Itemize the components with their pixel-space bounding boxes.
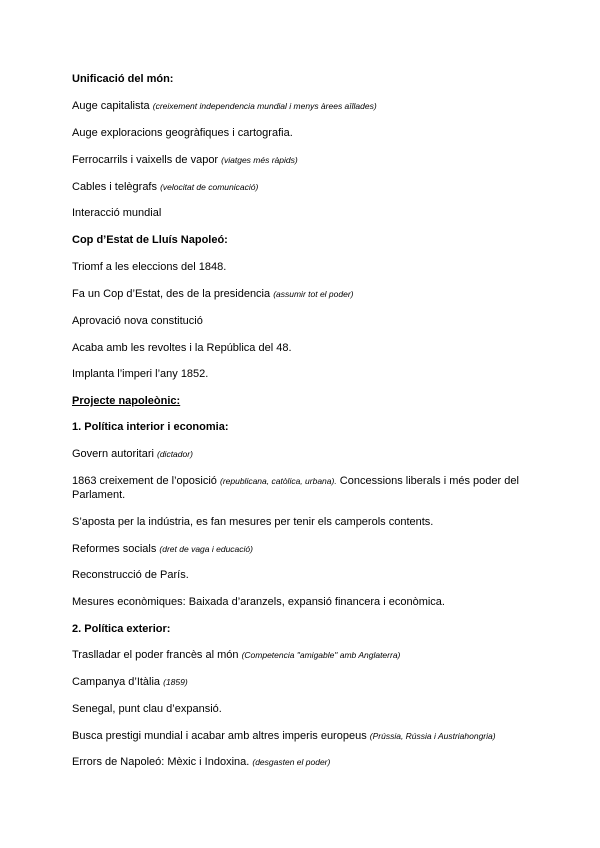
subheading-politica-exterior: 2. Política exterior: (72, 623, 171, 635)
subheading-politica-interior: 1. Política interior i economia: (72, 421, 229, 433)
item-text: Reformes socials (72, 543, 157, 555)
item-text: S’aposta per la indústria, es fan mesures per tenir els camperols contents. (72, 516, 434, 528)
list-item (72, 729, 542, 743)
list-item (72, 99, 542, 113)
item-text: Auge exploracions geogràfiques i cartografia. (72, 127, 293, 139)
item-note: (dictador) (157, 449, 193, 459)
item-text: Traslladar el poder francès al món (72, 649, 239, 661)
item-text: Aprovació nova constitució (72, 315, 203, 327)
item-text: Cables i telègrafs (72, 181, 157, 193)
item-text: Interacció mundial (72, 207, 162, 219)
item-text: Govern autoritari (72, 448, 154, 460)
item-text: Fa un Cop d’Estat, des de la presidencia (72, 288, 271, 300)
list-item (72, 515, 542, 529)
item-text: Errors de Napoleó: Mèxic i Indoxina. (72, 756, 250, 768)
heading-cop-estat: Cop d’Estat de Lluís Napoleó: (72, 234, 228, 246)
list-item (72, 180, 542, 194)
item-text: Busca prestigi mundial i acabar amb altres imperis europeus (72, 730, 367, 742)
item-text: Acaba amb les revoltes i la República del 48. (72, 342, 292, 354)
item-text-tail: Concessions liberals i més poder del Parlament. (72, 475, 519, 501)
list-item (72, 447, 542, 461)
heading-unificacio: Unificació del món: (72, 73, 174, 85)
item-note: (assumir tot el poder) (273, 289, 354, 299)
list-item (72, 341, 542, 355)
item-text: Triomf a les eleccions del 1848. (72, 261, 227, 273)
item-note: (desgasten el poder) (252, 757, 331, 767)
list-item (72, 542, 542, 556)
list-item (72, 367, 542, 381)
list-item (72, 287, 542, 301)
item-note: (dret de vaga i educació) (159, 544, 253, 554)
item-note: (Competencia "amigable" amb Anglaterra) (241, 650, 401, 660)
list-item (72, 755, 542, 769)
item-text: 1863 creixement de l’oposició (72, 475, 217, 487)
item-text: Mesures econòmiques: Baixada d’aranzels, expansió financera i econòmica. (72, 596, 445, 608)
list-item (72, 702, 542, 716)
list-item (72, 595, 542, 609)
list-item (72, 126, 542, 140)
item-note: (viatges més ràpids) (221, 155, 298, 165)
heading-projecte: Projecte napoleònic: (72, 395, 181, 407)
item-text: Senegal, punt clau d’expansió. (72, 703, 222, 715)
list-item (72, 568, 542, 582)
item-text: Reconstrucció de París. (72, 569, 189, 581)
item-note: (velocitat de comunicació) (160, 182, 259, 192)
list-item (72, 675, 542, 689)
item-text: Implanta l’imperi l’any 1852. (72, 368, 209, 380)
item-note: (Prússia, Rússia i Austriahongria) (369, 731, 496, 741)
list-item (72, 153, 542, 167)
list-item (72, 314, 542, 328)
item-text: Campanya d’Itàlia (72, 676, 161, 688)
list-item (72, 260, 542, 274)
item-text: Auge capitalista (72, 100, 150, 112)
item-note: (creixement independencia mundial i menys àrees aïllades) (152, 101, 377, 111)
item-note: (republicana, catòlica, urbana). (219, 476, 337, 486)
list-item (72, 648, 542, 662)
list-item (72, 206, 542, 220)
item-text: Ferrocarrils i vaixells de vapor (72, 154, 219, 166)
list-item (72, 474, 542, 502)
item-note: (1859) (163, 677, 188, 687)
